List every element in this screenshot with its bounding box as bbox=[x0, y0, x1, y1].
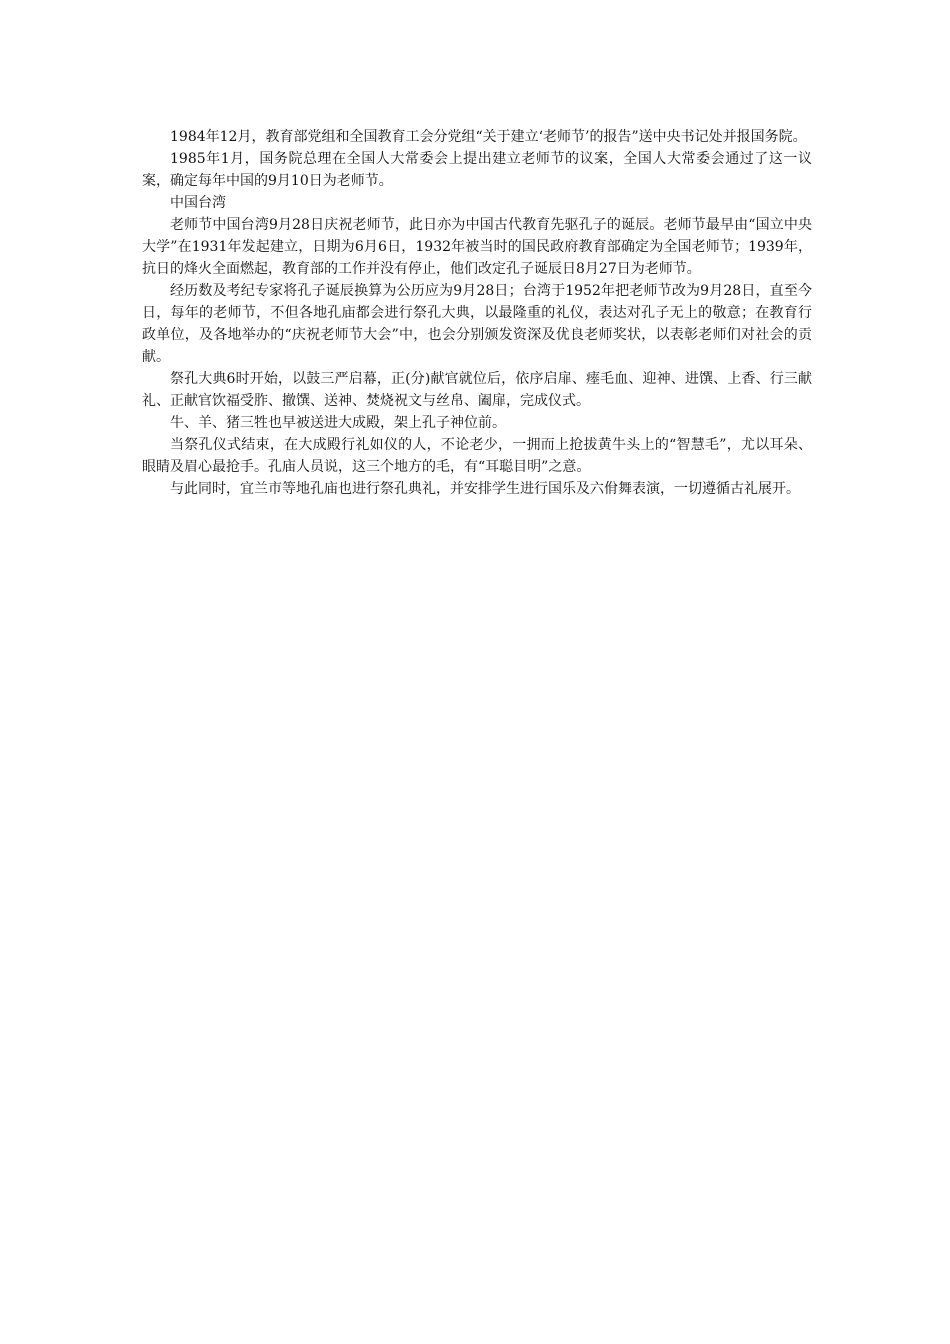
document-body bbox=[142, 126, 812, 500]
paragraph-three-sacrifices: 牛、羊、猪三牲也早被送进大成殿，架上孔子神位前。 bbox=[170, 415, 506, 431]
section-heading-taiwan: 中国台湾 bbox=[170, 195, 226, 211]
paragraph-yilan-ceremony: 与此同时，宜兰市等地孔庙也进行祭孔典礼，并安排学生进行国乐及六佾舞表演，一切遵循古礼展开。 bbox=[170, 481, 800, 497]
paragraph-wisdom-hair: 当祭孔仪式结束，在大成殿行礼如仪的人，不论老少，一拥而上抢拔黄牛头上的“智慧毛”，尤以耳朵、眼睛及眉心最抢手。孔庙人员说，这三个地方的毛，有“耳聪目明”之意。 bbox=[142, 437, 812, 475]
paragraph-ceremony-steps: 祭孔大典6时开始，以鼓三严启幕，正(分)献官就位后，依序启扉、瘗毛血、迎神、进馔、上香、行三献礼、正献官饮福受胙、撤馔、送神、焚烧祝文与丝帛、阖扉，完成仪式。 bbox=[142, 371, 812, 409]
paragraph-taiwan-history: 老师节中国台湾9月28日庆祝老师节，此日亦为中国古代教育先驱孔子的诞辰。老师节最早由“国立中央大学”在1931年发起建立，日期为6月6日，1932年被当时的国民政府教育部确定为全国老师节；1939年，抗日的烽火全面燃起，教育部的工作并没有停止，他们改定孔子诞辰日8月27日为老师节。 bbox=[142, 217, 812, 277]
paragraph-taiwan-date-change: 经历数及考纪专家将孔子诞辰换算为公历应为9月28日；台湾于1952年把老师节改为9月28日，直至今日，每年的老师节，不但各地孔庙都会进行祭孔大典，以最隆重的礼仪，表达对孔子无上的敬意；在教育行政单位，及各地举办的“庆祝老师节大会”中，也会分别颁发资深及优良老师奖状，以表彰老师们对社会的贡献。 bbox=[142, 283, 812, 365]
paragraph-1985-resolution: 1985年1月，国务院总理在全国人大常委会上提出建立老师节的议案，全国人大常委会通过了这一议案，确定每年中国的9月10日为老师节。 bbox=[142, 151, 812, 189]
paragraph-1984-report: 1984年12月，教育部党组和全国教育工会分党组“关于建立‘老师节’的报告”送中央书记处并报国务院。 bbox=[170, 129, 807, 145]
